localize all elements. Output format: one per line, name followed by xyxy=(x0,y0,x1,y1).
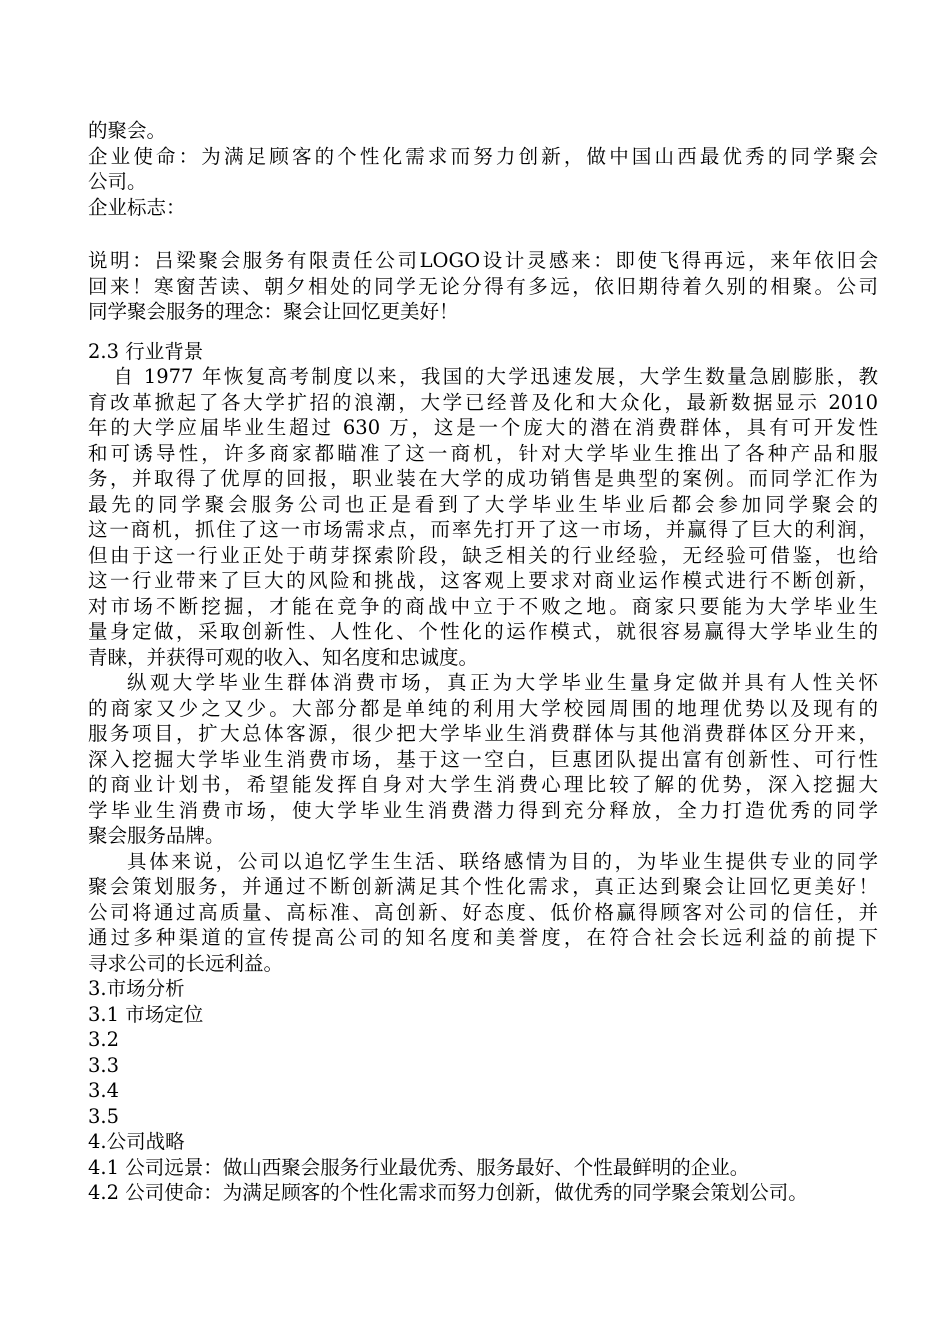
section-4-item: 4.1 公司远景：做山西聚会服务行业最优秀、服务最好、个性最鲜明的企业。 xyxy=(88,1155,750,1179)
paragraph-line: 具体来说，公司以追忆学生生活、联络感情为目的，为毕业生提供专业的同学 xyxy=(127,849,878,873)
paragraph-company-approach xyxy=(88,849,878,977)
document-page xyxy=(88,118,878,1206)
paragraph-line: 公司将通过高质量、高标准、高创新、好态度、低价格赢得顾客对公司的信任，并 xyxy=(88,900,878,924)
paragraph-line: 学毕业生消费市场，使大学毕业生消费潜力得到充分释放，全力打造优秀的同学 xyxy=(88,798,878,822)
paragraph-line: 最先的同学聚会服务公司也正是看到了大学毕业生毕业后都会参加同学聚会的 xyxy=(88,492,878,516)
section-3-item: 3.5 xyxy=(88,1104,120,1128)
paragraph-industry-background xyxy=(88,364,878,670)
paragraph-line: 纵观大学毕业生群体消费市场，真正为大学毕业生量身定做并具有人性关怀 xyxy=(127,671,878,694)
paragraph-line: 的商业计划书，希望能发挥自身对大学生消费心理比较了解的优势，深入挖掘大 xyxy=(88,773,878,796)
paragraph-line: 聚会服务品牌。 xyxy=(88,824,225,847)
section-3-item: 3.3 xyxy=(88,1053,120,1077)
section-3-heading: 3.市场分析 xyxy=(88,977,185,1000)
logo-label: 企业标志： xyxy=(88,195,186,219)
paragraph-line: 的商家又少之又少。大部分都是单纯的利用大学校园周围的地理优势以及现有的 xyxy=(88,696,878,720)
paragraph-line: 自 1977 年恢复高考制度以来，我国的大学迅速发展，大学生数量急剧膨胀，教 xyxy=(113,365,878,388)
logo-note-line: 回来！寒窗苦读、朝夕相处的同学无论分得有多远，依旧期待着久别的相聚。公司 xyxy=(88,274,878,298)
paragraph-line: 年的大学应届毕业生超过 630 万，这是一个庞大的潜在消费群体，具有可开发性 xyxy=(88,416,878,439)
paragraph-line: 务，并取得了优厚的回报，职业装在大学的成功销售是典型的案例。而同学汇作为 xyxy=(88,467,878,490)
section-2-3-heading: 2.3 行业背景 xyxy=(88,339,204,363)
paragraph-line: 服务项目，扩大总体客源，很少把大学毕业生消费群体与其他消费群体区分开来， xyxy=(88,722,878,745)
mission-line-2: 公司。 xyxy=(88,170,147,193)
mission-line-1: 企业使命：为满足顾客的个性化需求而努力创新，做中国山西最优秀的同学聚会 xyxy=(88,144,878,168)
paragraph-line: 这一行业带来了巨大的风险和挑战，这客观上要求对商业运作模式进行不断创新， xyxy=(88,569,878,592)
logo-note-line: 说明：吕梁聚会服务有限责任公司LOGO设计灵感来：即使飞得再远，来年依旧会 xyxy=(88,249,878,272)
paragraph-line: 但由于这一行业正处于萌芽探索阶段，缺乏相关的行业经验，无经验可借鉴，也给 xyxy=(88,543,878,567)
intro-continuation: 的聚会。 xyxy=(88,119,167,142)
section-4-heading: 4.公司战略 xyxy=(88,1130,185,1153)
paragraph-line: 育改革掀起了各大学扩招的浪潮，大学已经普及化和大众化，最新数据显示 2010 xyxy=(88,390,878,414)
logo-note-line: 同学聚会服务的理念：聚会让回忆更美好！ xyxy=(88,300,459,323)
paragraph-line: 寻求公司的长远利益。 xyxy=(88,951,284,975)
paragraph-line: 这一商机，抓住了这一市场需求点，而率先打开了这一市场，并赢得了巨大的利润， xyxy=(88,518,878,541)
section-3-item: 3.4 xyxy=(88,1079,120,1102)
section-3-item: 3.1 市场定位 xyxy=(88,1002,204,1026)
section-4-item: 4.2 公司使命：为满足顾客的个性化需求而努力创新，做优秀的同学聚会策划公司。 xyxy=(88,1181,808,1204)
spacer xyxy=(88,325,878,339)
paragraph-line: 对市场不断挖掘，才能在竞争的商战中立于不败之地。商家只要能为大学毕业生 xyxy=(88,594,878,618)
paragraph-line: 深入挖掘大学毕业生消费市场，基于这一空白，巨惠团队提出富有创新性、可行性 xyxy=(88,747,878,771)
paragraph-market-overview xyxy=(88,670,878,849)
logo-note xyxy=(88,248,878,325)
paragraph-line: 和可诱导性，许多商家都瞄准了这一商机，针对大学毕业生推出了各种产品和服 xyxy=(88,441,878,465)
paragraph-line: 通过多种渠道的宣传提高公司的知名度和美誉度，在符合社会长远利益的前提下 xyxy=(88,926,878,949)
paragraph-line: 量身定做，采取创新性、人性化、个性化的运作模式，就很容易赢得大学毕业生的 xyxy=(88,620,878,643)
paragraph-line: 青睐，并获得可观的收入、知名度和忠诚度。 xyxy=(88,645,479,669)
section-3-item: 3.2 xyxy=(88,1028,120,1051)
logo-area xyxy=(88,220,878,248)
paragraph-line: 聚会策划服务，并通过不断创新满足其个性化需求，真正达到聚会让回忆更美好！ xyxy=(88,875,878,898)
